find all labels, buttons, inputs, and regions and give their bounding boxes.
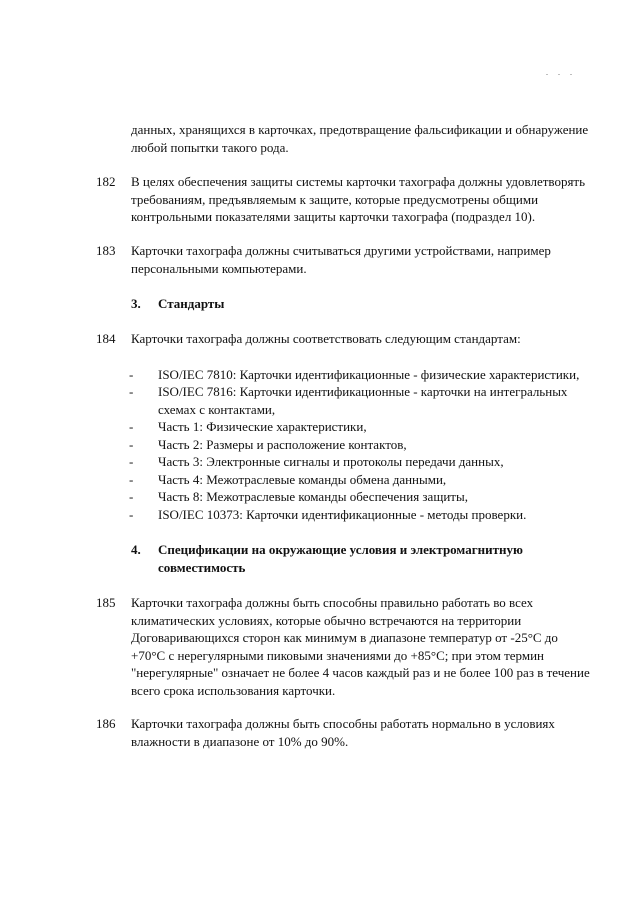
list-item: Часть 2: Размеры и расположение контактов, <box>158 437 407 452</box>
intro-paragraph: данных, хранящихся в карточках, предотвращение фальсификации и обнаружение любой попытки такого рода. <box>131 122 589 155</box>
paragraph-183: Карточки тахографа должны считываться другими устройствами, например персональными компьютерами. <box>131 243 551 276</box>
paragraph-185: Карточки тахографа должны быть способны правильно работать во всех климатических условиях, которые обычно встречаются на территории Договаривающихся сторон как минимум в диапазоне температур от -25°C до +70°C с нерегулярными пиковыми значениями до +85°C; при этом термин "нерегулярные" означает не более 4 часов каждый раз и не более 100 раз в течение всего срока использования карточки. <box>131 595 590 698</box>
list-bullet: - <box>129 507 134 522</box>
list-bullet: - <box>129 419 134 434</box>
list-bullet: - <box>129 489 134 504</box>
list-item: ISO/IEC 7816: Карточки идентификационные - карточки на интегральных схемах с контактами, <box>158 384 568 417</box>
section-4-number: 4. <box>131 542 141 557</box>
paragraph-number-183: 183 <box>96 243 116 258</box>
page-corner-mark: . . . <box>546 68 576 77</box>
section-3-title: Стандарты <box>158 296 225 311</box>
paragraph-number-182: 182 <box>96 174 116 189</box>
paragraph-184: Карточки тахографа должны соответствовать следующим стандартам: <box>131 331 521 346</box>
paragraph-182: В целях обеспечения защиты системы карточки тахографа должны удовлетворять требованиям, предъявляемым к защите, которые предусмотрены общими контрольными показателями защиты карточки тахографа (подраздел 10). <box>131 174 586 224</box>
list-item: Часть 1: Физические характеристики, <box>158 419 367 434</box>
section-4-title: Спецификации на окружающие условия и электромагнитную совместимость <box>158 542 523 575</box>
list-bullet: - <box>129 454 134 469</box>
paragraph-186: Карточки тахографа должны быть способны работать нормально в условиях влажности в диапазоне от 10% до 90%. <box>131 716 555 749</box>
list-item: Часть 8: Межотраслевые команды обеспечения защиты, <box>158 489 468 504</box>
paragraph-number-186: 186 <box>96 716 116 731</box>
paragraph-number-185: 185 <box>96 595 116 610</box>
list-bullet: - <box>129 437 134 452</box>
section-3-number: 3. <box>131 296 141 311</box>
list-item: Часть 3: Электронные сигналы и протоколы передачи данных, <box>158 454 504 469</box>
list-item: Часть 4: Межотраслевые команды обмена данными, <box>158 472 447 487</box>
list-item: ISO/IEC 7810: Карточки идентификационные - физические характеристики, <box>158 367 580 382</box>
list-bullet: - <box>129 384 134 399</box>
list-bullet: - <box>129 367 134 382</box>
paragraph-number-184: 184 <box>96 331 116 346</box>
list-item: ISO/IEC 10373: Карточки идентификационные - методы проверки. <box>158 507 527 522</box>
list-bullet: - <box>129 472 134 487</box>
